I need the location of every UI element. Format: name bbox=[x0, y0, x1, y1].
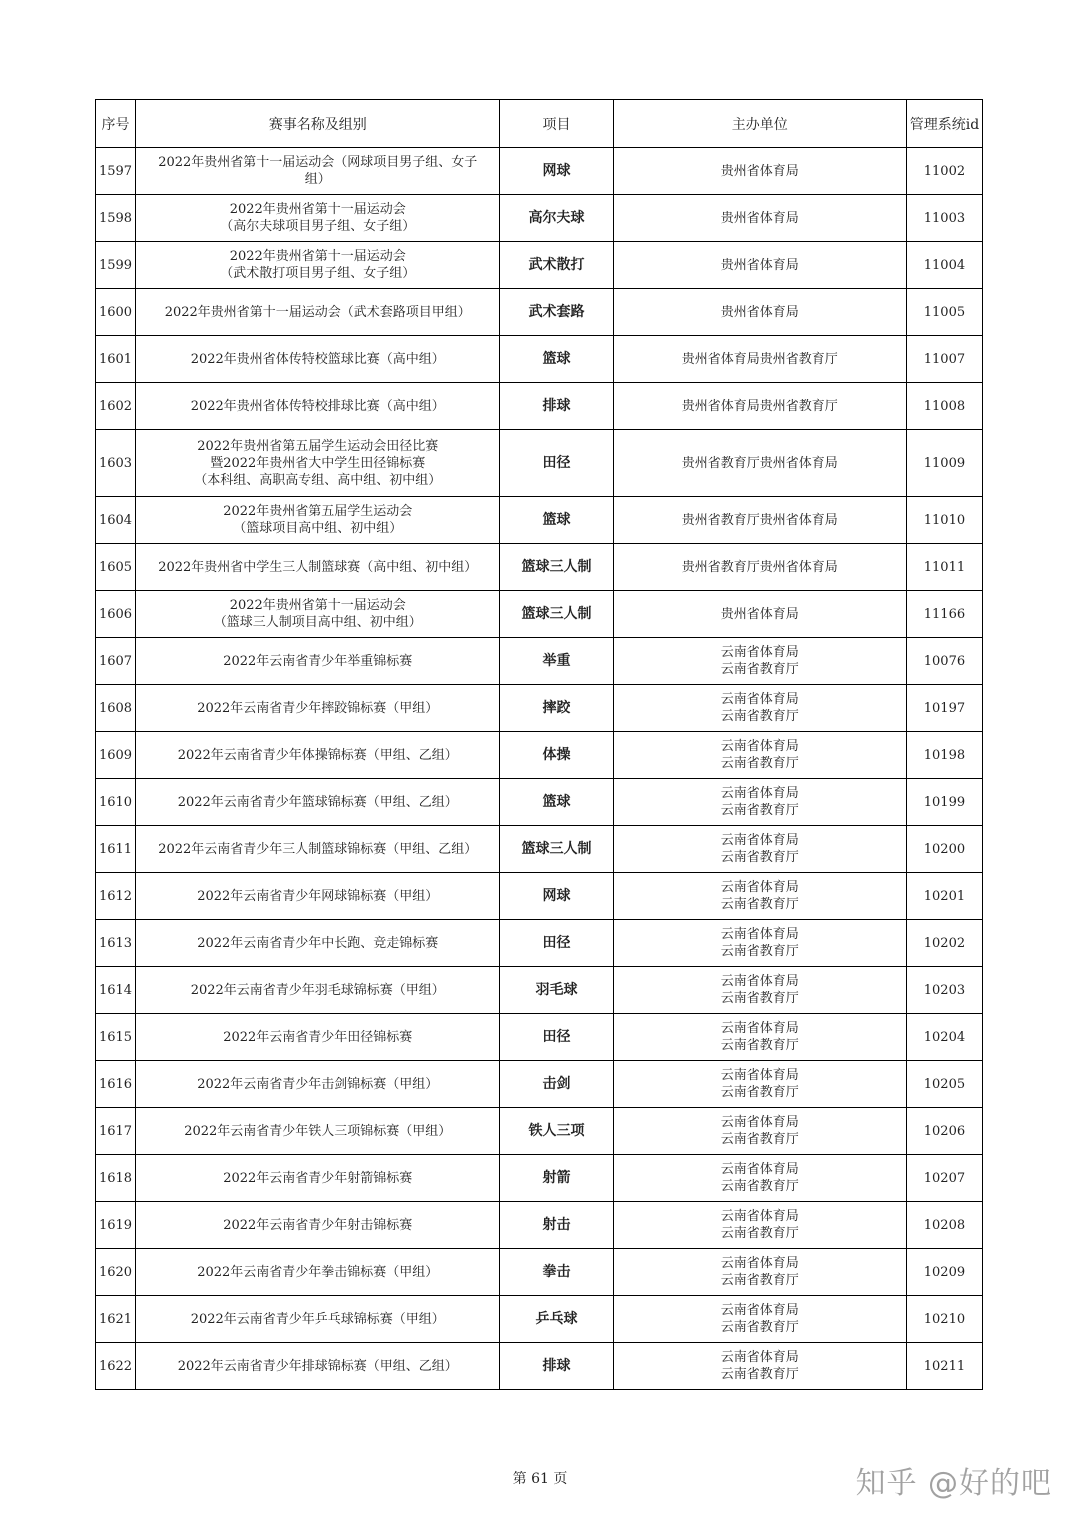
cell-no-text: 1597 bbox=[98, 163, 133, 179]
cell-project-text: 篮球三人制 bbox=[521, 840, 592, 857]
cell-project bbox=[500, 638, 613, 685]
cell-no bbox=[96, 430, 136, 497]
cell-name-text: 2022年贵州省第五届学生运动会田径比赛 暨2022年贵州省大中学生田径锦标赛 （本科组、高职高专组、高中组、初中组） bbox=[194, 438, 442, 488]
cell-name-text: 2022年贵州省第十一届运动会 （高尔夫球项目男子组、女子组） bbox=[220, 202, 416, 234]
cell-organizer bbox=[613, 1296, 906, 1343]
cell-system-id bbox=[906, 383, 982, 430]
cell-system-id bbox=[906, 195, 982, 242]
cell-system-id-text: 10198 bbox=[923, 747, 966, 763]
cell-project-text: 篮球三人制 bbox=[521, 605, 592, 622]
cell-name-text: 2022年云南省青少年篮球锦标赛（甲组、乙组） bbox=[177, 794, 458, 810]
cell-organizer-text: 云南省体育局 云南省教育厅 bbox=[720, 1068, 799, 1100]
cell-name-text: 2022年云南省青少年网球锦标赛（甲组） bbox=[197, 888, 439, 904]
table-row bbox=[96, 732, 983, 779]
header-system-id: 管理系统id bbox=[906, 100, 982, 148]
cell-no-text: 1616 bbox=[98, 1076, 133, 1092]
cell-project bbox=[500, 826, 613, 873]
table-body bbox=[96, 148, 983, 1390]
cell-organizer bbox=[613, 873, 906, 920]
cell-no-text: 1609 bbox=[98, 747, 133, 763]
cell-no bbox=[96, 336, 136, 383]
cell-system-id bbox=[906, 148, 982, 195]
cell-name bbox=[136, 1108, 500, 1155]
cell-system-id bbox=[906, 873, 982, 920]
cell-organizer-text: 贵州省体育局 bbox=[720, 210, 799, 226]
table-row bbox=[96, 685, 983, 732]
cell-project bbox=[500, 1296, 613, 1343]
cell-system-id-text: 10199 bbox=[923, 794, 966, 810]
cell-system-id bbox=[906, 732, 982, 779]
cell-project bbox=[500, 242, 613, 289]
cell-organizer-text: 云南省体育局 云南省教育厅 bbox=[720, 1350, 799, 1382]
cell-name-text: 2022年云南省青少年射箭锦标赛 bbox=[223, 1170, 413, 1186]
cell-no-text: 1614 bbox=[98, 982, 133, 998]
cell-organizer bbox=[613, 1155, 906, 1202]
cell-organizer-text: 贵州省体育局贵州省教育厅 bbox=[681, 398, 838, 414]
cell-system-id bbox=[906, 1061, 982, 1108]
cell-project bbox=[500, 497, 613, 544]
cell-organizer-text: 贵州省体育局 bbox=[720, 257, 799, 273]
cell-organizer bbox=[613, 967, 906, 1014]
cell-name-text: 2022年云南省青少年三人制篮球锦标赛（甲组、乙组） bbox=[158, 841, 478, 857]
cell-system-id-text: 10204 bbox=[923, 1029, 966, 1045]
cell-project-text: 排球 bbox=[542, 397, 571, 414]
cell-system-id-text: 11166 bbox=[923, 606, 966, 622]
cell-system-id bbox=[906, 826, 982, 873]
cell-no bbox=[96, 289, 136, 336]
cell-organizer-text: 云南省体育局 云南省教育厅 bbox=[720, 833, 799, 865]
cell-no bbox=[96, 920, 136, 967]
cell-project bbox=[500, 383, 613, 430]
cell-name bbox=[136, 732, 500, 779]
cell-no bbox=[96, 1108, 136, 1155]
cell-name-text: 2022年云南省青少年击剑锦标赛（甲组） bbox=[197, 1076, 439, 1092]
cell-name bbox=[136, 591, 500, 638]
cell-organizer-text: 贵州省教育厅贵州省体育局 bbox=[681, 559, 838, 575]
cell-name-text: 2022年云南省青少年射击锦标赛 bbox=[223, 1217, 413, 1233]
cell-system-id-text: 10200 bbox=[923, 841, 966, 857]
cell-system-id bbox=[906, 1108, 982, 1155]
table-row bbox=[96, 497, 983, 544]
cell-project bbox=[500, 1108, 613, 1155]
cell-system-id bbox=[906, 967, 982, 1014]
cell-system-id-text: 10197 bbox=[923, 700, 966, 716]
cell-system-id bbox=[906, 1202, 982, 1249]
cell-no-text: 1606 bbox=[98, 606, 133, 622]
cell-name-text: 2022年云南省青少年铁人三项锦标赛（甲组） bbox=[184, 1123, 452, 1139]
cell-organizer bbox=[613, 732, 906, 779]
cell-organizer bbox=[613, 779, 906, 826]
table-row bbox=[96, 826, 983, 873]
cell-system-id bbox=[906, 1296, 982, 1343]
table-row bbox=[96, 591, 983, 638]
cell-project bbox=[500, 1155, 613, 1202]
cell-organizer-text: 贵州省体育局 bbox=[720, 606, 799, 622]
cell-project-text: 田径 bbox=[542, 934, 571, 951]
cell-no bbox=[96, 544, 136, 591]
cell-no bbox=[96, 873, 136, 920]
table-row bbox=[96, 430, 983, 497]
cell-organizer bbox=[613, 336, 906, 383]
cell-project-text: 射箭 bbox=[542, 1169, 571, 1186]
cell-name bbox=[136, 779, 500, 826]
cell-project-text: 武术套路 bbox=[528, 303, 585, 320]
cell-project-text: 篮球 bbox=[542, 511, 571, 528]
cell-system-id-text: 11008 bbox=[923, 398, 966, 414]
table-header-row bbox=[96, 100, 983, 148]
cell-no-text: 1612 bbox=[98, 888, 133, 904]
cell-system-id bbox=[906, 1014, 982, 1061]
cell-organizer bbox=[613, 1202, 906, 1249]
cell-project bbox=[500, 1249, 613, 1296]
cell-organizer-text: 云南省体育局 云南省教育厅 bbox=[720, 786, 799, 818]
cell-project-text: 网球 bbox=[542, 162, 571, 179]
cell-project-text: 铁人三项 bbox=[528, 1122, 585, 1139]
cell-organizer-text: 云南省体育局 云南省教育厅 bbox=[720, 1115, 799, 1147]
cell-name-text: 2022年贵州省第十一届运动会 （篮球三人制项目高中组、初中组） bbox=[213, 598, 422, 630]
cell-system-id-text: 10210 bbox=[923, 1311, 966, 1327]
table-row bbox=[96, 242, 983, 289]
table-row bbox=[96, 920, 983, 967]
cell-name bbox=[136, 1014, 500, 1061]
cell-no-text: 1618 bbox=[98, 1170, 133, 1186]
cell-system-id bbox=[906, 242, 982, 289]
cell-project-text: 羽毛球 bbox=[535, 981, 578, 998]
cell-organizer-text: 云南省体育局 云南省教育厅 bbox=[720, 880, 799, 912]
cell-no bbox=[96, 242, 136, 289]
cell-project bbox=[500, 148, 613, 195]
cell-name bbox=[136, 289, 500, 336]
cell-project bbox=[500, 544, 613, 591]
cell-no-text: 1608 bbox=[98, 700, 133, 716]
cell-system-id bbox=[906, 779, 982, 826]
cell-name-text: 2022年云南省青少年摔跤锦标赛（甲组） bbox=[197, 700, 439, 716]
cell-no-text: 1598 bbox=[98, 210, 133, 226]
cell-system-id-text: 10206 bbox=[923, 1123, 966, 1139]
cell-project-text: 乒乓球 bbox=[535, 1310, 578, 1327]
cell-name bbox=[136, 148, 500, 195]
cell-system-id-text: 11002 bbox=[923, 163, 966, 179]
cell-system-id-text: 11007 bbox=[923, 351, 966, 367]
cell-organizer bbox=[613, 242, 906, 289]
table-row bbox=[96, 289, 983, 336]
cell-name bbox=[136, 1296, 500, 1343]
cell-no bbox=[96, 732, 136, 779]
cell-organizer-text: 云南省体育局 云南省教育厅 bbox=[720, 1303, 799, 1335]
cell-no bbox=[96, 383, 136, 430]
table-row bbox=[96, 1014, 983, 1061]
cell-organizer-text: 云南省体育局 云南省教育厅 bbox=[720, 974, 799, 1006]
cell-organizer bbox=[613, 1249, 906, 1296]
cell-name-text: 2022年贵州省第十一届运动会（武术套路项目甲组） bbox=[164, 304, 471, 320]
cell-name bbox=[136, 1061, 500, 1108]
cell-name bbox=[136, 242, 500, 289]
cell-project-text: 体操 bbox=[542, 746, 571, 763]
cell-organizer bbox=[613, 383, 906, 430]
events-table bbox=[95, 99, 983, 1390]
cell-organizer bbox=[613, 685, 906, 732]
cell-no-text: 1621 bbox=[98, 1311, 133, 1327]
cell-name-text: 2022年贵州省体传特校篮球比赛（高中组） bbox=[190, 351, 445, 367]
cell-project bbox=[500, 1343, 613, 1390]
cell-system-id bbox=[906, 289, 982, 336]
cell-no-text: 1605 bbox=[98, 559, 133, 575]
cell-no-text: 1601 bbox=[98, 351, 133, 367]
cell-organizer bbox=[613, 920, 906, 967]
cell-organizer bbox=[613, 638, 906, 685]
cell-name bbox=[136, 826, 500, 873]
table-row bbox=[96, 873, 983, 920]
table-row bbox=[96, 336, 983, 383]
cell-name-text: 2022年云南省青少年举重锦标赛 bbox=[223, 653, 413, 669]
table-row bbox=[96, 1343, 983, 1390]
cell-project bbox=[500, 1061, 613, 1108]
cell-name bbox=[136, 1249, 500, 1296]
cell-system-id bbox=[906, 497, 982, 544]
cell-no-text: 1599 bbox=[98, 257, 133, 273]
cell-project bbox=[500, 732, 613, 779]
table-row bbox=[96, 1296, 983, 1343]
cell-system-id-text: 11011 bbox=[923, 559, 966, 575]
cell-no-text: 1610 bbox=[98, 794, 133, 810]
cell-organizer bbox=[613, 1061, 906, 1108]
cell-no-text: 1617 bbox=[98, 1123, 133, 1139]
cell-organizer bbox=[613, 195, 906, 242]
cell-organizer bbox=[613, 148, 906, 195]
cell-name-text: 2022年云南省青少年体操锦标赛（甲组、乙组） bbox=[177, 747, 458, 763]
table-row bbox=[96, 195, 983, 242]
cell-name-text: 2022年贵州省第五届学生运动会 （篮球项目高中组、初中组） bbox=[223, 504, 413, 536]
cell-organizer-text: 云南省体育局 云南省教育厅 bbox=[720, 1256, 799, 1288]
page-number: 第 61 页 bbox=[512, 1471, 568, 1487]
cell-system-id bbox=[906, 1249, 982, 1296]
cell-project bbox=[500, 1014, 613, 1061]
cell-organizer-text: 云南省体育局 云南省教育厅 bbox=[720, 1021, 799, 1053]
cell-project bbox=[500, 967, 613, 1014]
cell-no bbox=[96, 779, 136, 826]
cell-no bbox=[96, 195, 136, 242]
cell-project bbox=[500, 1202, 613, 1249]
cell-no bbox=[96, 967, 136, 1014]
cell-project bbox=[500, 430, 613, 497]
cell-no-text: 1613 bbox=[98, 935, 133, 951]
cell-no-text: 1607 bbox=[98, 653, 133, 669]
cell-name bbox=[136, 1155, 500, 1202]
cell-system-id-text: 10207 bbox=[923, 1170, 966, 1186]
cell-name bbox=[136, 1202, 500, 1249]
cell-name bbox=[136, 873, 500, 920]
cell-name bbox=[136, 685, 500, 732]
header-name: 赛事名称及组别 bbox=[136, 100, 500, 148]
cell-name bbox=[136, 383, 500, 430]
cell-no-text: 1602 bbox=[98, 398, 133, 414]
cell-organizer-text: 云南省体育局 云南省教育厅 bbox=[720, 927, 799, 959]
cell-project-text: 武术散打 bbox=[528, 256, 585, 273]
cell-system-id bbox=[906, 430, 982, 497]
header-no: 序号 bbox=[96, 100, 136, 148]
cell-system-id-text: 10202 bbox=[923, 935, 966, 951]
cell-project-text: 拳击 bbox=[542, 1263, 571, 1280]
cell-no-text: 1611 bbox=[98, 841, 133, 857]
cell-organizer-text: 贵州省体育局 bbox=[720, 304, 799, 320]
cell-organizer-text: 云南省体育局 云南省教育厅 bbox=[720, 1162, 799, 1194]
table-row bbox=[96, 1061, 983, 1108]
cell-system-id-text: 11009 bbox=[923, 455, 966, 471]
cell-project-text: 举重 bbox=[542, 652, 571, 669]
cell-no bbox=[96, 826, 136, 873]
cell-no-text: 1615 bbox=[98, 1029, 133, 1045]
cell-name bbox=[136, 497, 500, 544]
table-row bbox=[96, 1155, 983, 1202]
cell-name bbox=[136, 430, 500, 497]
table-row bbox=[96, 779, 983, 826]
cell-project bbox=[500, 920, 613, 967]
cell-project bbox=[500, 336, 613, 383]
cell-no bbox=[96, 1296, 136, 1343]
cell-system-id bbox=[906, 336, 982, 383]
cell-system-id bbox=[906, 1343, 982, 1390]
cell-name-text: 2022年贵州省中学生三人制篮球赛（高中组、初中组） bbox=[158, 559, 478, 575]
cell-system-id bbox=[906, 638, 982, 685]
cell-system-id bbox=[906, 544, 982, 591]
cell-system-id-text: 10209 bbox=[923, 1264, 966, 1280]
cell-name bbox=[136, 920, 500, 967]
cell-organizer-text: 云南省体育局 云南省教育厅 bbox=[720, 1209, 799, 1241]
header-project: 项目 bbox=[500, 100, 613, 148]
cell-no-text: 1620 bbox=[98, 1264, 133, 1280]
cell-system-id-text: 11005 bbox=[923, 304, 966, 320]
events-table-container bbox=[95, 99, 983, 1390]
cell-organizer-text: 贵州省教育厅贵州省体育局 bbox=[681, 512, 838, 528]
cell-name-text: 2022年贵州省第十一届运动会（网球项目男子组、女子 组） bbox=[158, 155, 478, 187]
cell-organizer bbox=[613, 1108, 906, 1155]
cell-no bbox=[96, 1061, 136, 1108]
cell-no bbox=[96, 148, 136, 195]
cell-name-text: 2022年云南省青少年田径锦标赛 bbox=[223, 1029, 413, 1045]
table-row bbox=[96, 967, 983, 1014]
cell-name-text: 2022年贵州省体传特校排球比赛（高中组） bbox=[190, 398, 445, 414]
cell-name bbox=[136, 967, 500, 1014]
cell-system-id bbox=[906, 920, 982, 967]
cell-name bbox=[136, 195, 500, 242]
cell-no-text: 1622 bbox=[98, 1358, 133, 1374]
cell-system-id-text: 10203 bbox=[923, 982, 966, 998]
cell-name bbox=[136, 336, 500, 383]
cell-project-text: 网球 bbox=[542, 887, 571, 904]
cell-name bbox=[136, 1343, 500, 1390]
cell-no bbox=[96, 638, 136, 685]
cell-project-text: 摔跤 bbox=[542, 699, 571, 716]
cell-organizer-text: 云南省体育局 云南省教育厅 bbox=[720, 692, 799, 724]
cell-organizer-text: 贵州省体育局贵州省教育厅 bbox=[681, 351, 838, 367]
cell-no bbox=[96, 497, 136, 544]
cell-system-id-text: 11010 bbox=[923, 512, 966, 528]
table-row bbox=[96, 544, 983, 591]
cell-name-text: 2022年云南省青少年排球锦标赛（甲组、乙组） bbox=[177, 1358, 458, 1374]
cell-project-text: 射击 bbox=[542, 1216, 571, 1233]
cell-no bbox=[96, 1202, 136, 1249]
cell-name bbox=[136, 544, 500, 591]
cell-no bbox=[96, 685, 136, 732]
cell-system-id-text: 11004 bbox=[923, 257, 966, 273]
cell-system-id-text: 10201 bbox=[923, 888, 966, 904]
cell-no bbox=[96, 1249, 136, 1296]
cell-no bbox=[96, 1014, 136, 1061]
cell-project-text: 击剑 bbox=[542, 1075, 571, 1092]
cell-organizer-text: 云南省体育局 云南省教育厅 bbox=[720, 739, 799, 771]
cell-project-text: 排球 bbox=[542, 1357, 571, 1374]
cell-no-text: 1603 bbox=[98, 455, 133, 471]
cell-no bbox=[96, 1343, 136, 1390]
cell-project-text: 高尔夫球 bbox=[528, 209, 585, 226]
cell-name-text: 2022年云南省青少年拳击锦标赛（甲组） bbox=[197, 1264, 439, 1280]
header-organizer: 主办单位 bbox=[613, 100, 906, 148]
cell-organizer bbox=[613, 1343, 906, 1390]
cell-project-text: 田径 bbox=[542, 1028, 571, 1045]
cell-project-text: 田径 bbox=[542, 454, 571, 471]
cell-system-id bbox=[906, 591, 982, 638]
cell-organizer bbox=[613, 826, 906, 873]
cell-organizer bbox=[613, 1014, 906, 1061]
cell-project bbox=[500, 591, 613, 638]
table-row bbox=[96, 383, 983, 430]
table-row bbox=[96, 638, 983, 685]
cell-organizer bbox=[613, 544, 906, 591]
cell-project bbox=[500, 779, 613, 826]
cell-system-id-text: 11003 bbox=[923, 210, 966, 226]
cell-name-text: 2022年云南省青少年乒乓球锦标赛（甲组） bbox=[190, 1311, 445, 1327]
cell-project bbox=[500, 289, 613, 336]
cell-organizer bbox=[613, 497, 906, 544]
cell-project-text: 篮球 bbox=[542, 793, 571, 810]
cell-no bbox=[96, 591, 136, 638]
cell-organizer-text: 贵州省教育厅贵州省体育局 bbox=[681, 455, 838, 471]
cell-project bbox=[500, 685, 613, 732]
cell-organizer bbox=[613, 430, 906, 497]
cell-organizer bbox=[613, 591, 906, 638]
cell-system-id bbox=[906, 1155, 982, 1202]
cell-name bbox=[136, 638, 500, 685]
cell-no-text: 1604 bbox=[98, 512, 133, 528]
table-row bbox=[96, 148, 983, 195]
cell-system-id-text: 10211 bbox=[923, 1358, 966, 1374]
cell-system-id-text: 10205 bbox=[923, 1076, 966, 1092]
cell-name-text: 2022年贵州省第十一届运动会 （武术散打项目男子组、女子组） bbox=[220, 249, 416, 281]
watermark: 知乎 @好的吧 bbox=[855, 1466, 1052, 1501]
cell-organizer bbox=[613, 289, 906, 336]
cell-no-text: 1600 bbox=[98, 304, 133, 320]
table-row bbox=[96, 1108, 983, 1155]
cell-no bbox=[96, 1155, 136, 1202]
cell-name-text: 2022年云南省青少年中长跑、竞走锦标赛 bbox=[197, 935, 439, 951]
cell-organizer-text: 贵州省体育局 bbox=[720, 163, 799, 179]
cell-system-id bbox=[906, 685, 982, 732]
cell-system-id-text: 10208 bbox=[923, 1217, 966, 1233]
cell-project bbox=[500, 195, 613, 242]
cell-project bbox=[500, 873, 613, 920]
cell-system-id-text: 10076 bbox=[923, 653, 966, 669]
cell-project-text: 篮球三人制 bbox=[521, 558, 592, 575]
cell-project-text: 篮球 bbox=[542, 350, 571, 367]
cell-organizer-text: 云南省体育局 云南省教育厅 bbox=[720, 645, 799, 677]
table-row bbox=[96, 1249, 983, 1296]
cell-no-text: 1619 bbox=[98, 1217, 133, 1233]
cell-name-text: 2022年云南省青少年羽毛球锦标赛（甲组） bbox=[190, 982, 445, 998]
table-row bbox=[96, 1202, 983, 1249]
